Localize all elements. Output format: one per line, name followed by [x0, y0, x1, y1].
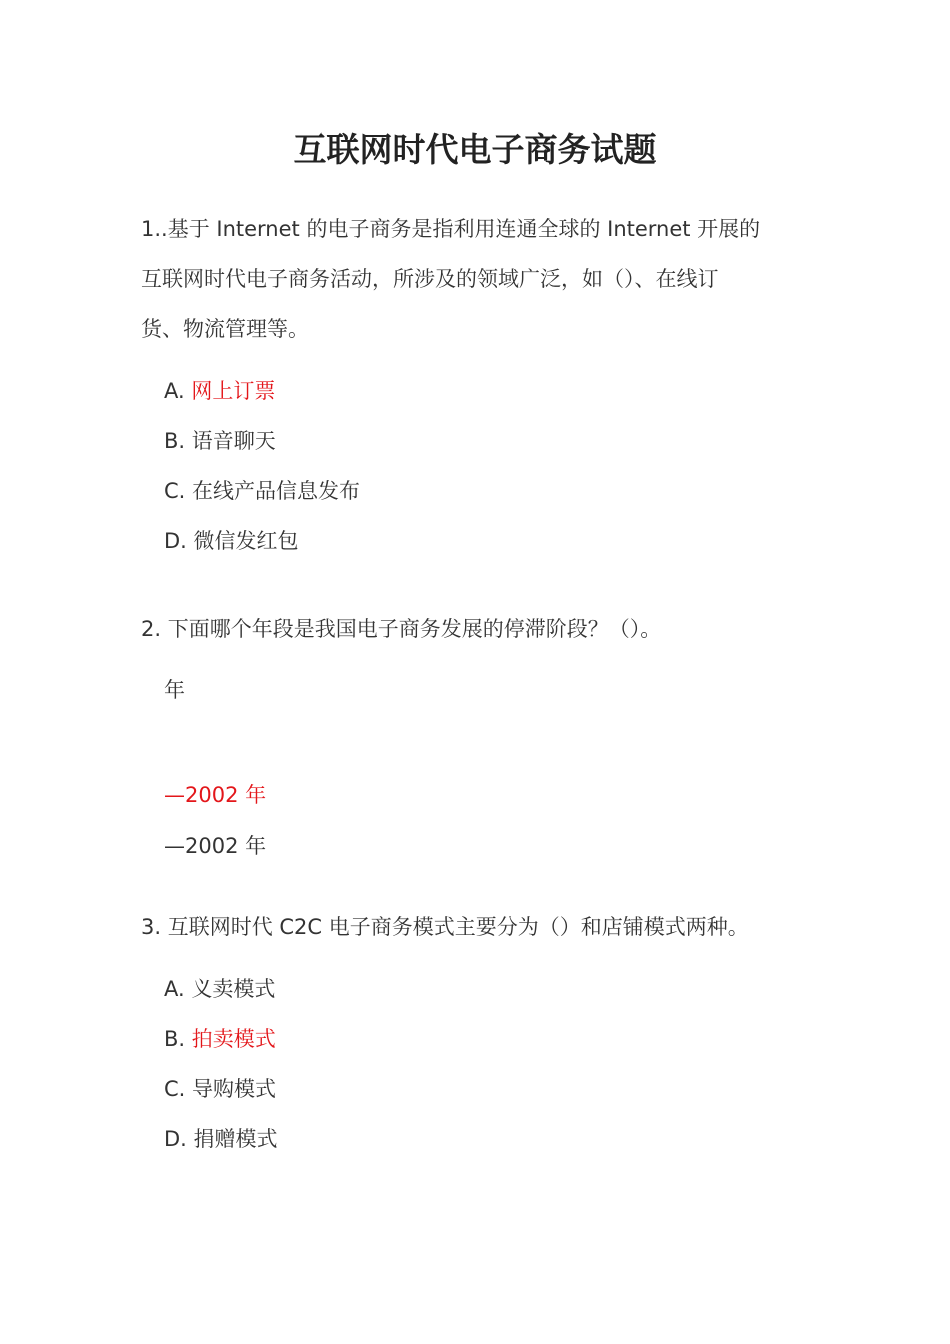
question-1-option-d [164, 526, 299, 556]
option-text-correct: 拍卖模式 [191, 1027, 276, 1051]
question-2-line-1: 2. 下面哪个年段是我国电子商务发展的停滞阶段？（）。 [141, 617, 662, 641]
option-prefix: B. [164, 429, 192, 453]
question-1-option-c [164, 476, 360, 506]
question-3-option-c [164, 1074, 276, 1104]
question-1-line-2: 互联网时代电子商务活动，所涉及的领域广泛，如（）、在线订 [141, 267, 719, 291]
question-1-option-a [164, 376, 275, 406]
question-3-option-a [164, 974, 275, 1004]
option-text: 捐赠模式 [193, 1127, 278, 1151]
question-2-option-3 [164, 831, 266, 861]
option-text: 微信发红包 [193, 529, 299, 553]
option-text: 语音聊天 [191, 429, 276, 453]
option-prefix: A. [164, 977, 192, 1001]
question-3-option-d [164, 1124, 278, 1154]
option-text: 义卖模式 [191, 977, 276, 1001]
option-prefix: B. [164, 1027, 192, 1051]
question-1-line-1: 1..基于 Internet 的电子商务是指利用连通全球的 Internet 开展的 [141, 217, 761, 241]
question-3-line-1: 3. 互联网时代 C2C 电子商务模式主要分为（）和店铺模式两种。 [141, 915, 749, 939]
option-text-correct: —2002 年 [164, 783, 267, 807]
option-text: 导购模式 [192, 1077, 277, 1101]
option-prefix: C. [164, 479, 193, 503]
question-2-option-2 [164, 780, 266, 810]
question-1-option-b [164, 426, 276, 456]
question-1-line-3: 货、物流管理等。 [141, 317, 309, 341]
option-text: —2002 年 [164, 834, 267, 858]
option-text: 年 [164, 678, 185, 702]
option-text-correct: 网上订票 [191, 379, 276, 403]
question-2-option-1 [164, 675, 185, 705]
option-prefix: C. [164, 1077, 193, 1101]
option-text: 在线产品信息发布 [192, 479, 361, 503]
option-prefix: D. [164, 1127, 194, 1151]
option-prefix: D. [164, 529, 194, 553]
page-title: 互联网时代电子商务试题 [293, 130, 657, 169]
question-3-option-b [164, 1024, 276, 1054]
option-prefix: A. [164, 379, 192, 403]
